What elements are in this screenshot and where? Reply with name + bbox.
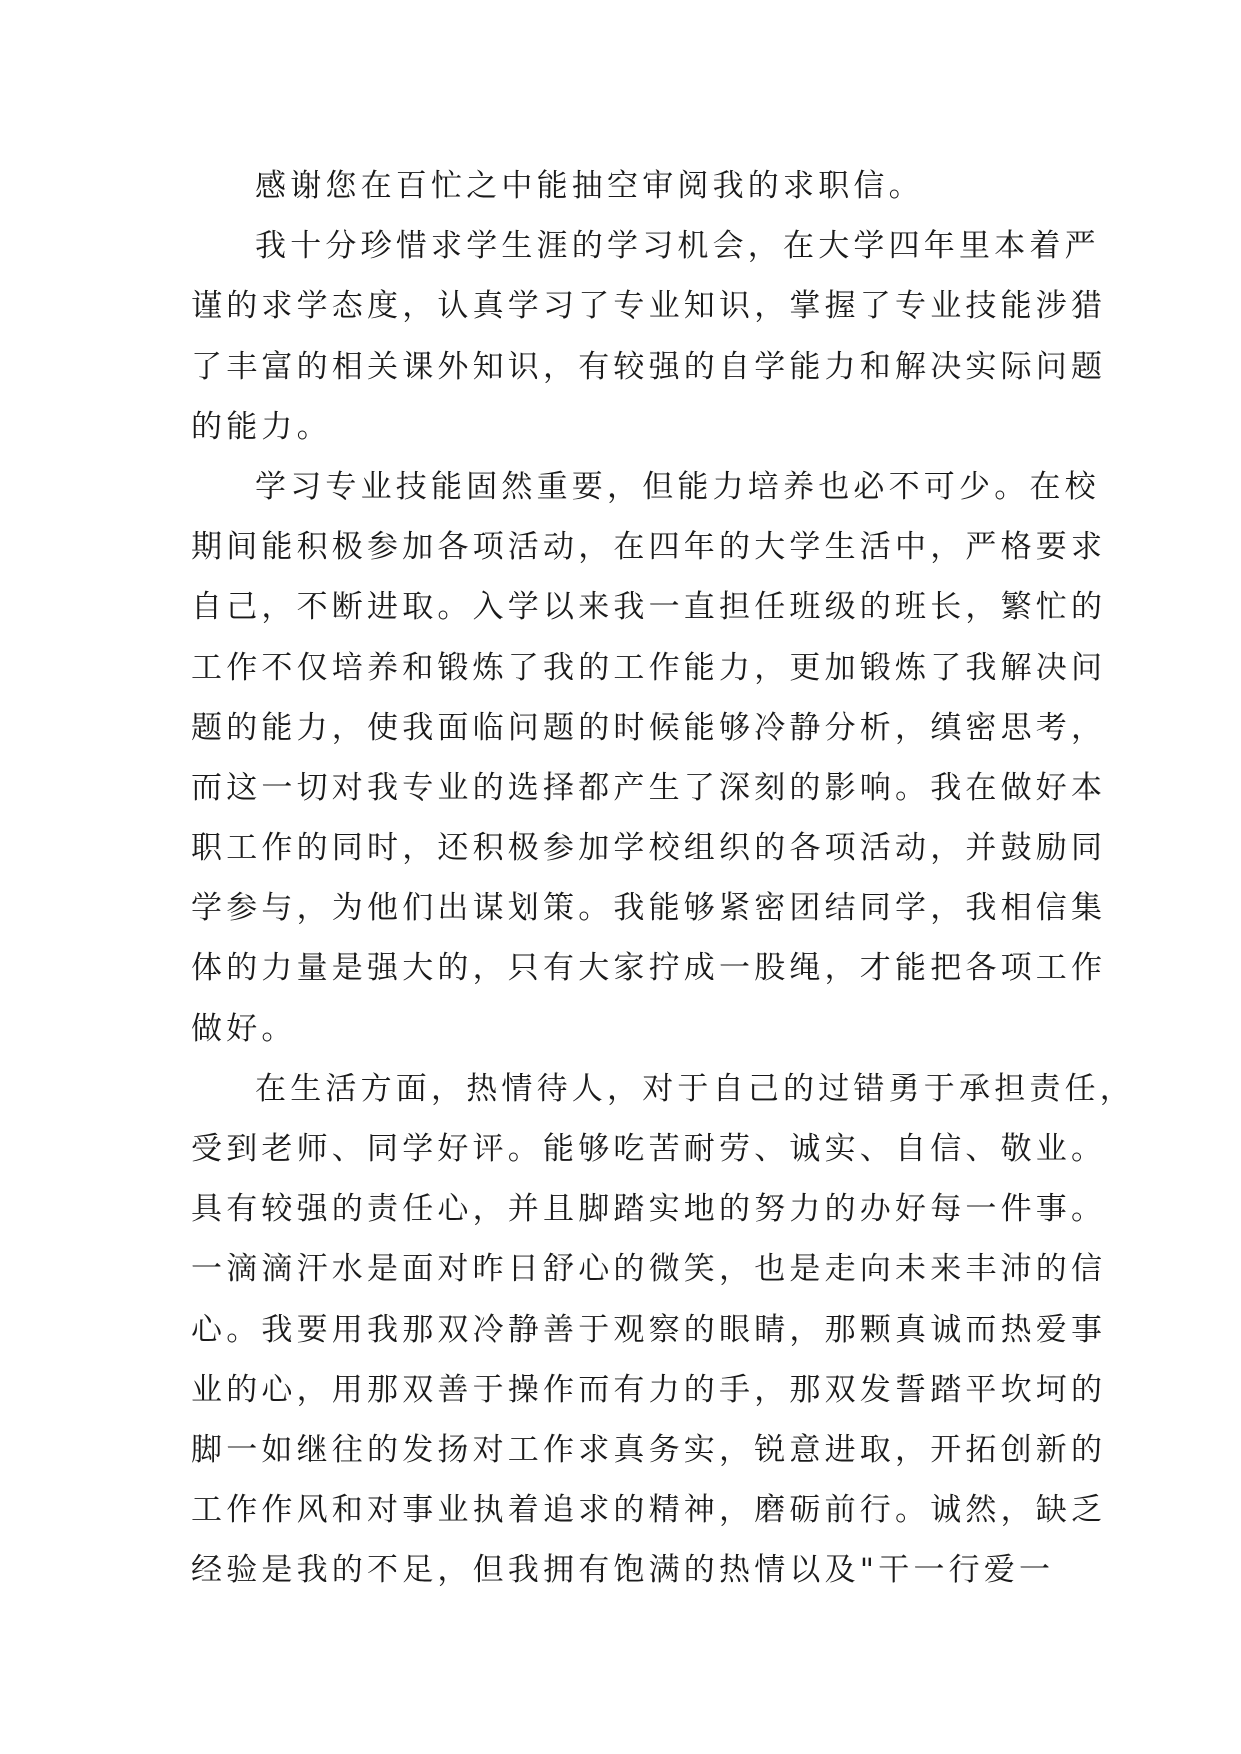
text-line: 业的心，用那双善于操作而有力的手，那双发誓踏平坎坷的 (191, 1371, 1107, 1408)
text-line: 期间能积极参加各项活动，在四年的大学生活中，严格要求 (191, 529, 1107, 566)
text-line: 学参与，为他们出谋划策。我能够紧密团结同学，我相信集 (191, 890, 1107, 927)
text-line: 工作不仅培养和锻炼了我的工作能力，更加锻炼了我解决问 (191, 649, 1107, 686)
text-line: 体的力量是强大的，只有大家拧成一股绳，才能把各项工作 (191, 950, 1107, 987)
text-line: 的能力。 (191, 408, 332, 445)
text-line: 而这一切对我专业的选择都产生了深刻的影响。我在做好本 (191, 769, 1107, 806)
text-line: 了丰富的相关课外知识，有较强的自学能力和解决实际问题 (191, 348, 1107, 385)
text-line: 受到老师、同学好评。能够吃苦耐劳、诚实、自信、敬业。 (191, 1131, 1107, 1167)
text-line: 经验是我的不足，但我拥有饱满的热情以及"干一行爱一 (191, 1552, 1055, 1589)
text-line: 感谢您在百忙之中能抽空审阅我的求职信。 (255, 168, 924, 204)
letter-body (191, 156, 1135, 1601)
text-line: 题的能力，使我面临问题的时候能够冷静分析，缜密思考， (191, 709, 1107, 746)
text-line: 脚一如继往的发扬对工作求真务实，锐意进取，开拓创新的 (191, 1431, 1107, 1468)
text-line: 自己，不断进取。入学以来我一直担任班级的班长，繁忙的 (191, 589, 1107, 626)
text-line: 学习专业技能固然重要，但能力培养也必不可少。在校 (255, 468, 1100, 505)
text-line: 职工作的同时，还积极参加学校组织的各项活动，并鼓励同 (191, 830, 1107, 867)
text-line: 具有较强的责任心，并且脚踏实地的努力的办好每一件事。 (191, 1191, 1107, 1228)
text-line: 谨的求学态度，认真学习了专业知识，掌握了专业技能涉猎 (191, 288, 1107, 325)
text-line: 心。我要用我那双冷静善于观察的眼睛，那颗真诚而热爱事 (191, 1311, 1107, 1348)
text-line: 一滴滴汗水是面对昨日舒心的微笑，也是走向未来丰沛的信 (191, 1251, 1107, 1288)
text-line: 做好。 (191, 1010, 297, 1047)
text-line: 在生活方面，热情待人，对于自己的过错勇于承担责任， (255, 1070, 1135, 1107)
text-line: 工作作风和对事业执着追求的精神，磨砺前行。诚然，缺乏 (191, 1492, 1107, 1529)
text-line: 我十分珍惜求学生涯的学习机会，在大学四年里本着严 (255, 228, 1100, 265)
